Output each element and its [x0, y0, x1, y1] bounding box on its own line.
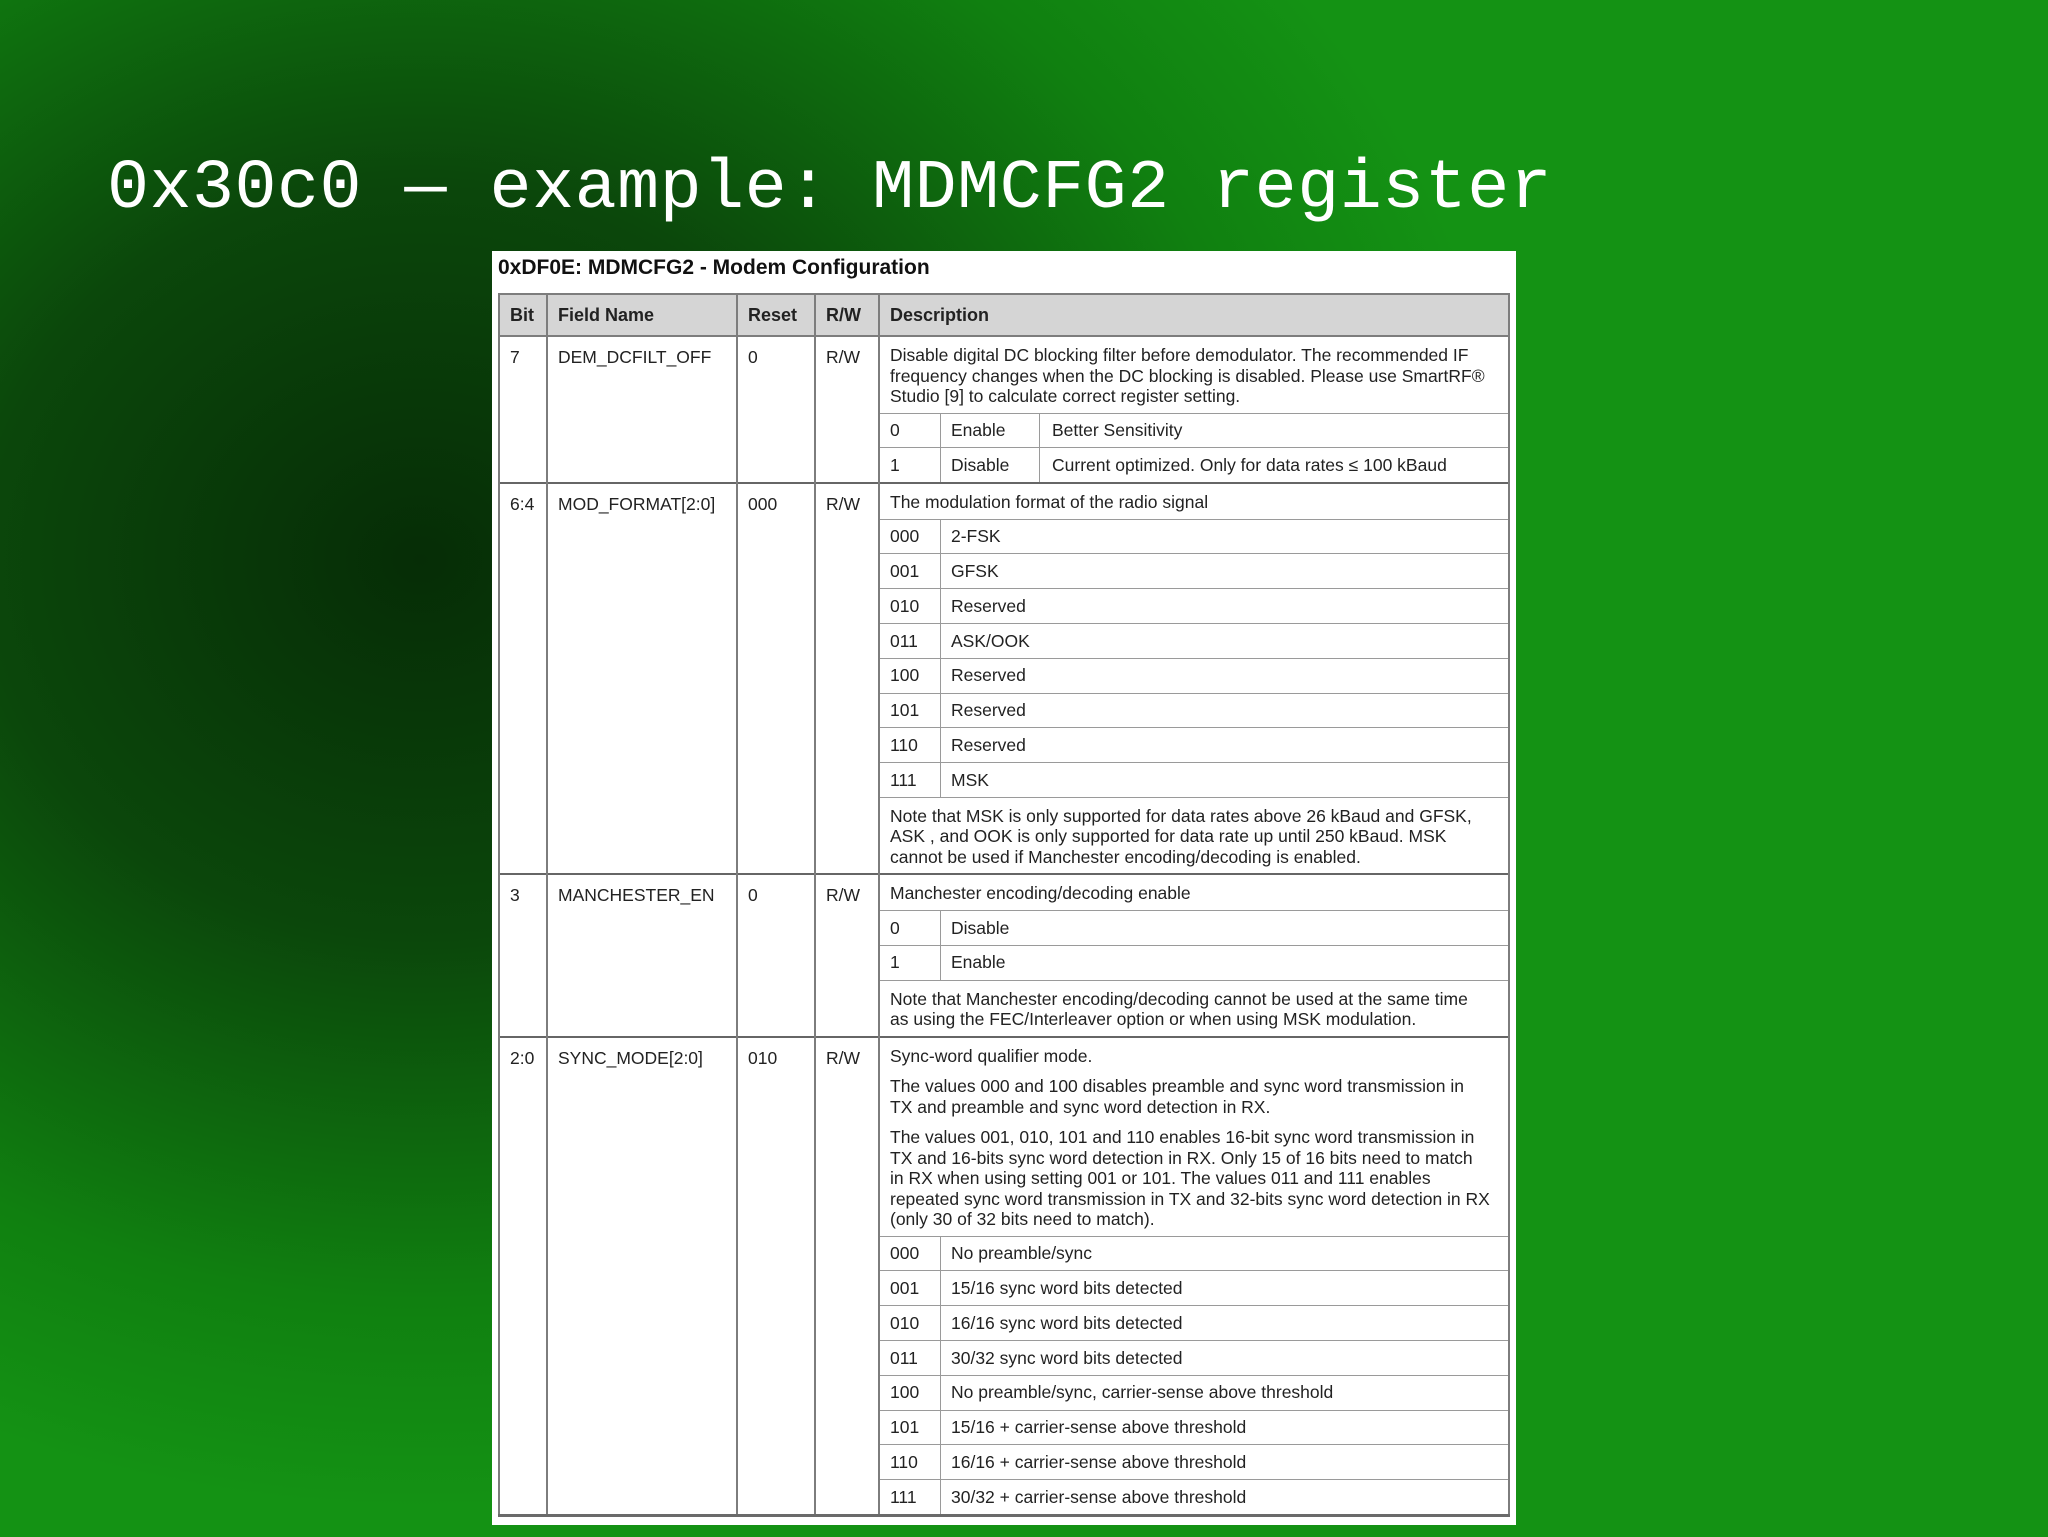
header-description: Description [879, 294, 1509, 336]
header-field-name: Field Name [547, 294, 737, 336]
field-name: MANCHESTER_EN [547, 874, 737, 1036]
description-paragraph: Disable digital DC blocking filter before demodulator. The recommended IF frequency changes when the DC blocking is disabled. Please use SmartRF® Studio [9] to calculate correct register setting. [890, 345, 1485, 406]
field-reset: 000 [737, 483, 815, 874]
value-row [880, 519, 1508, 554]
field-reset: 010 [737, 1037, 815, 1516]
value-meaning: GFSK [951, 561, 999, 582]
value-meaning: Enable [941, 414, 1040, 448]
value-row [880, 553, 1508, 588]
value-meaning: 2-FSK [951, 526, 1001, 547]
value-meaning: Reserved [951, 665, 1026, 686]
field-description [879, 874, 1509, 1036]
field-rw: R/W [815, 483, 879, 874]
value-meaning: No preamble/sync, carrier-sense above threshold [951, 1382, 1334, 1403]
value-row [880, 588, 1508, 623]
value-code: 011 [880, 624, 941, 658]
field-reset: 0 [737, 336, 815, 483]
header-bit: Bit [499, 294, 547, 336]
value-code: 001 [880, 1271, 941, 1305]
description-text [880, 484, 1508, 519]
description-paragraph: Manchester encoding/decoding enable [890, 883, 1191, 904]
field-row [499, 1037, 1509, 1516]
field-bit: 7 [499, 336, 547, 483]
description-text [880, 1038, 1508, 1236]
register-table-body [499, 336, 1509, 1515]
value-meaning: 15/16 sync word bits detected [951, 1278, 1183, 1298]
value-row [880, 1375, 1508, 1410]
header-reset: Reset [737, 294, 815, 336]
field-description [879, 1037, 1509, 1516]
value-code: 110 [880, 1445, 941, 1479]
field-rw: R/W [815, 874, 879, 1036]
field-name: SYNC_MODE[2:0] [547, 1037, 737, 1516]
field-name: DEM_DCFILT_OFF [547, 336, 737, 483]
value-meaning: 16/16 sync word bits detected [951, 1312, 1183, 1333]
register-caption: 0xDF0E: MDMCFG2 - Modem Configuration [498, 256, 930, 279]
value-meaning: ASK/OOK [951, 630, 1030, 651]
value-meaning: MSK [951, 769, 989, 790]
field-reset: 0 [737, 874, 815, 1036]
value-meaning: Disable [951, 917, 1010, 938]
value-row [880, 1444, 1508, 1479]
value-row [880, 945, 1508, 980]
field-description [879, 483, 1509, 874]
value-meaning: No preamble/sync [951, 1243, 1093, 1264]
value-row [880, 910, 1508, 945]
value-code: 010 [880, 589, 941, 623]
value-code: 111 [880, 1480, 941, 1514]
value-row [880, 762, 1508, 797]
value-row [880, 693, 1508, 728]
value-row [880, 413, 1508, 448]
value-meaning: Enable [951, 952, 1006, 973]
register-table [498, 293, 1510, 1517]
table-header-row [499, 294, 1509, 336]
value-row [880, 1305, 1508, 1340]
value-row [880, 447, 1508, 482]
value-code: 001 [880, 554, 941, 588]
value-detail: Current optimized. Only for data rates ≤ 100 kBaud [1052, 454, 1447, 475]
value-row [880, 1236, 1508, 1271]
value-code: 100 [880, 659, 941, 693]
value-meaning: 30/32 + carrier-sense above threshold [951, 1486, 1247, 1507]
value-meaning: Reserved [951, 700, 1026, 721]
value-meaning: 15/16 + carrier-sense above threshold [951, 1417, 1247, 1438]
slide-title: 0x30c0 — example: MDMCFG2 register [107, 150, 1553, 229]
note-paragraph: Note that Manchester encoding/decoding cannot be used at the same time as using the FEC/Interleaver option or when using MSK modulation. [890, 988, 1468, 1030]
value-row [880, 623, 1508, 658]
value-meaning: 30/32 sync word bits detected [951, 1347, 1183, 1368]
value-row [880, 1270, 1508, 1305]
field-rw: R/W [815, 336, 879, 483]
value-meaning: Reserved [951, 735, 1026, 756]
field-rw: R/W [815, 1037, 879, 1516]
value-code: 1 [880, 946, 941, 980]
value-row [880, 658, 1508, 693]
description-paragraph: The modulation format of the radio signal [890, 492, 1209, 513]
description-note [880, 797, 1508, 874]
field-bit: 3 [499, 874, 547, 1036]
value-code: 010 [880, 1306, 941, 1340]
value-meaning: Reserved [951, 595, 1026, 616]
value-code: 111 [880, 763, 941, 797]
value-row [880, 1479, 1508, 1514]
description-paragraph: The values 000 and 100 disables preamble and sync word transmission in TX and preamble and sync word detection in RX. [890, 1076, 1464, 1117]
value-code: 011 [880, 1341, 941, 1375]
description-text [880, 337, 1508, 413]
value-meaning: Disable [941, 448, 1040, 482]
header-rw: R/W [815, 294, 879, 336]
field-row [499, 874, 1509, 1036]
value-detail: Better Sensitivity [1052, 420, 1183, 441]
description-paragraph: The values 001, 010, 101 and 110 enables 16-bit sync word transmission in TX and 16-bits sync word detection in RX. Only 15 of 16 bits need to match in RX when using setting 001 or 101. The values 011 and 111 enables repeated sync word transmission in TX and 32-bits sync word detection in RX (only 30 of 32 bits need to match). [890, 1127, 1490, 1230]
value-code: 101 [880, 694, 941, 728]
value-code: 0 [880, 911, 941, 945]
field-row [499, 483, 1509, 874]
description-paragraph: Sync-word qualifier mode. [890, 1045, 1093, 1066]
value-row [880, 1340, 1508, 1375]
field-name: MOD_FORMAT[2:0] [547, 483, 737, 874]
description-note [880, 980, 1508, 1036]
value-meaning: 16/16 + carrier-sense above threshold [951, 1451, 1247, 1472]
value-code: 100 [880, 1376, 941, 1410]
value-code: 000 [880, 1237, 941, 1271]
value-row [880, 727, 1508, 762]
value-row [880, 1410, 1508, 1445]
field-bit: 2:0 [499, 1037, 547, 1516]
field-description [879, 336, 1509, 483]
value-code: 101 [880, 1411, 941, 1445]
note-paragraph: Note that MSK is only supported for data rates above 26 kBaud and GFSK, ASK , and OOK is only supported for data rate up until 250 kBaud. MSK cannot be used if Manchester encoding/decoding is enabled. [890, 805, 1472, 867]
value-code: 0 [880, 414, 941, 448]
description-text [880, 875, 1508, 910]
field-bit: 6:4 [499, 483, 547, 874]
field-row [499, 336, 1509, 483]
value-code: 1 [880, 448, 941, 482]
value-code: 000 [880, 520, 941, 554]
value-code: 110 [880, 728, 941, 762]
register-document [492, 251, 1516, 1525]
